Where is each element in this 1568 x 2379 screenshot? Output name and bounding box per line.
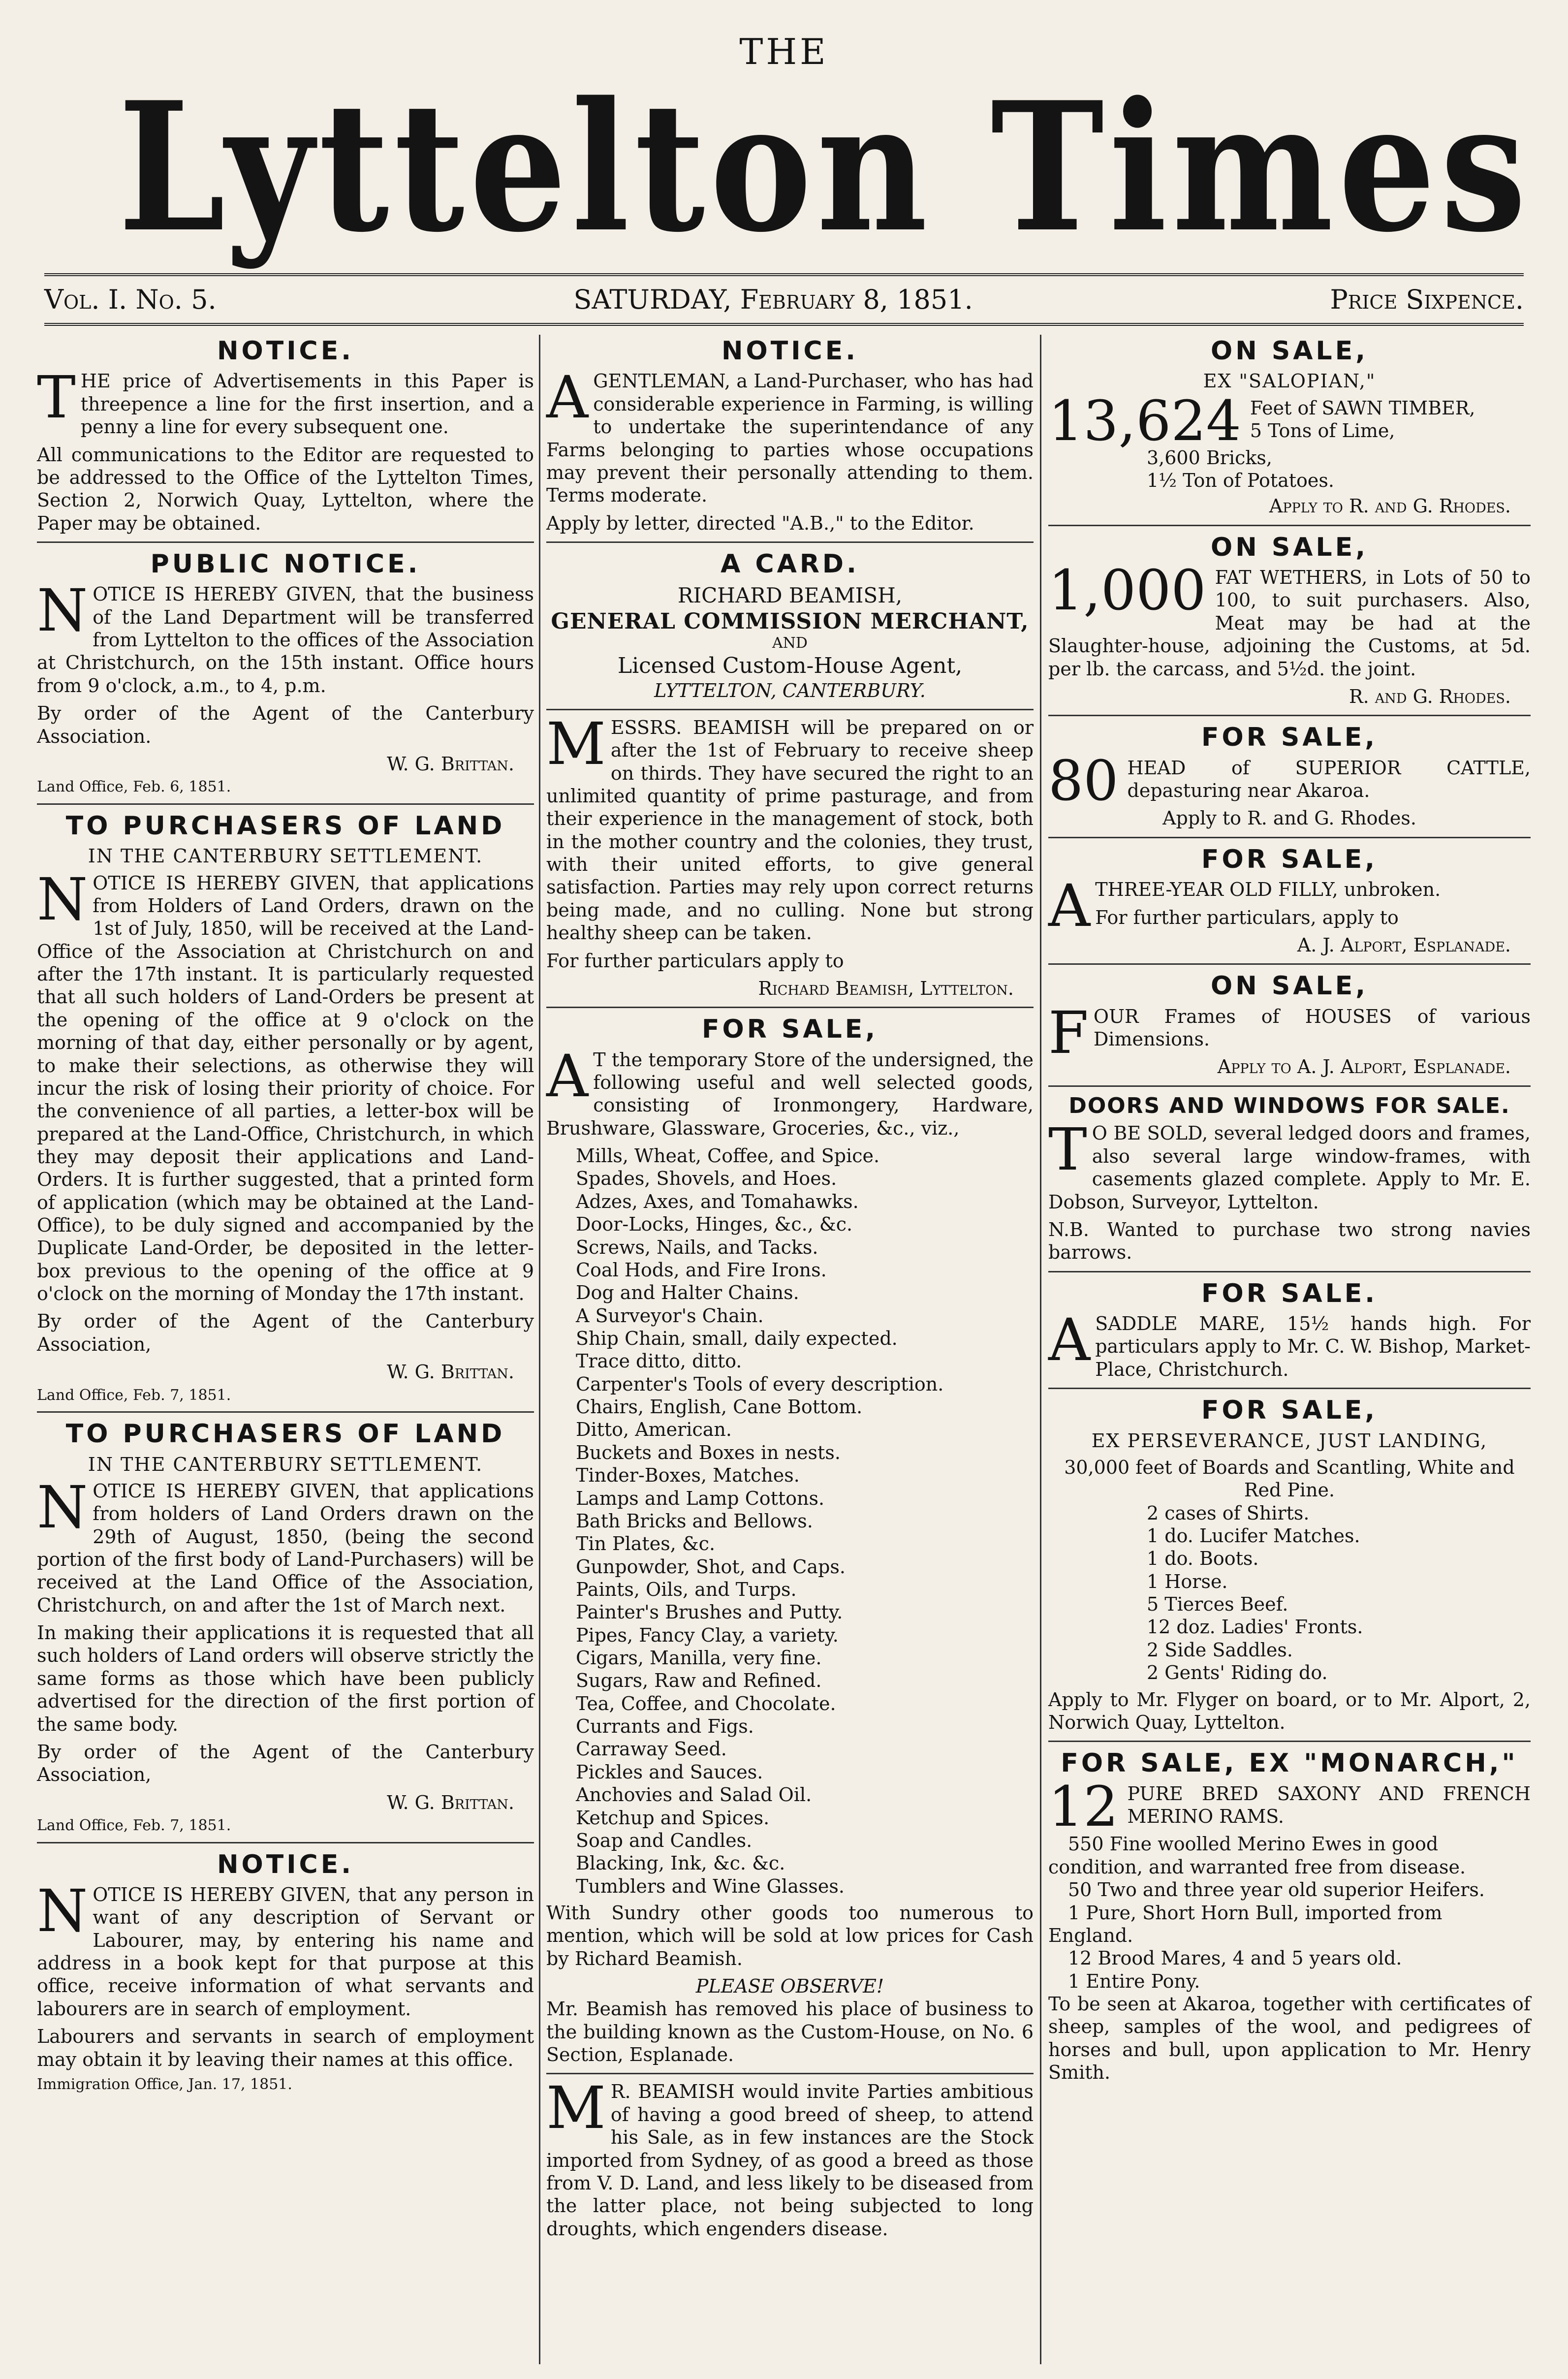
signature: W. G. Brittan. bbox=[387, 753, 514, 775]
list-item: Coal Hods, and Fire Irons. bbox=[576, 1259, 827, 1281]
divider bbox=[37, 1842, 534, 1843]
wethers-text: FAT WETHERS, in Lots of 50 to 100, to suit purchasers. Also, Meat may be had at the Slaughter-house, adjoining the Customs, at 5d. per lb. the carcass, and 5½d. the joint. bbox=[1048, 567, 1531, 680]
goods-list bbox=[546, 1144, 1034, 1898]
monarch-heading: FOR SALE, EX "MONARCH," bbox=[1061, 1748, 1518, 1778]
list-item: Soap and Candles. bbox=[576, 1829, 753, 1851]
doors-text: TO BE SOLD, several ledged doors and frames, also several large window-frames, with casements glazed complete. Apply to Mr. E. Dobson, Surveyor, Lyttelton. bbox=[1048, 1115, 1531, 1213]
divider bbox=[1048, 525, 1531, 526]
bricks-line: 3,600 Bricks, bbox=[1147, 446, 1272, 469]
wethers-quantity: 1,000 bbox=[1048, 559, 1206, 623]
boards-line: 30,000 feet of Boards and Scantling, White and Red Pine. bbox=[1064, 1456, 1515, 1501]
column-rule bbox=[1040, 335, 1041, 2364]
list-item: Door-Locks, Hinges, &c., &c. bbox=[576, 1213, 853, 1236]
akaroa-text: To be seen at Akaroa, together with certificates of sheep, samples of the wool, and pedigrees of horses and bull, upon application to Mr. Henry Smith. bbox=[1048, 1993, 1531, 2084]
list-item: Mills, Wheat, Coffee, and Spice. bbox=[576, 1145, 880, 1167]
signature: A. J. Alport, Esplanade. bbox=[1297, 934, 1511, 956]
signature: W. G. Brittan. bbox=[387, 1361, 514, 1383]
price: Price Sixpence. bbox=[1330, 284, 1524, 315]
card-place: LYTTELTON, CANTERBURY. bbox=[654, 679, 926, 701]
list-item: Tumblers and Wine Glasses. bbox=[576, 1875, 845, 1897]
gentleman-text: AGENTLEMAN, a Land-Purchaser, who has had considerable experience in Farming, is willing to undertake the superintendance of any Farms belonging to parties whose occupations may prevent their personally attending to them. Terms moderate. bbox=[546, 363, 1034, 507]
for-sale-heading: FOR SALE, bbox=[702, 1015, 878, 1045]
list-item: Chairs, English, Cane Bottom. bbox=[576, 1396, 863, 1418]
list-item: 1 Entire Pony. bbox=[1068, 1970, 1200, 1992]
perseverance-subheading: EX PERSEVERANCE, JUST LANDING, bbox=[1091, 1429, 1488, 1452]
on-sale-heading: ON SALE, bbox=[1211, 336, 1368, 366]
list-item: Screws, Nails, and Tacks. bbox=[576, 1236, 818, 1258]
divider bbox=[546, 709, 1034, 710]
column-1 bbox=[37, 335, 534, 2374]
apply-line: Apply to R. and G. Rhodes. bbox=[1162, 807, 1416, 829]
notice-heading: NOTICE. bbox=[721, 336, 858, 366]
list-item: 2 Side Saddles. bbox=[1147, 1639, 1293, 1661]
card-and: AND bbox=[772, 634, 808, 652]
public-notice-order: By order of the Agent of the Canterbury Association. bbox=[37, 702, 534, 747]
signature: W. G. Brittan. bbox=[387, 1791, 514, 1813]
list-item: 1 do. Boots. bbox=[1147, 1548, 1259, 1570]
stock-list bbox=[1048, 1833, 1531, 1993]
list-item: Adzes, Axes, and Tomahawks. bbox=[576, 1190, 859, 1212]
list-item: Tin Plates, &c. bbox=[576, 1533, 716, 1555]
removed-business-text: Mr. Beamish has removed his place of business to the building known as the Custom-House, on No. 6 Section, Esplanade. bbox=[546, 1998, 1034, 2066]
for-sale-heading: FOR SALE. bbox=[1201, 1278, 1378, 1308]
notice-heading: NOTICE. bbox=[217, 336, 354, 366]
sundry-goods-text: With Sundry other goods too numerous to mention, which will be sold at low prices for Cash by Richard Beamish. bbox=[546, 1902, 1034, 1969]
divider bbox=[1048, 715, 1531, 716]
notice-heading: NOTICE. bbox=[217, 1849, 354, 1879]
cargo-list bbox=[1048, 1502, 1531, 1684]
column-rule bbox=[539, 335, 540, 2364]
list-item: Tinder-Boxes, Matches. bbox=[576, 1464, 800, 1487]
for-sale-heading: FOR SALE, bbox=[1201, 1396, 1378, 1426]
purchasers-text: NOTICE IS HEREBY GIVEN, that applications from holders of Land Orders drawn on the 29th of August, 1850, (being the second portion of the first body of Land-Purchasers) will be received at the Land Office of the Association, Christchurch, on and after the 1st of March next. bbox=[37, 1473, 534, 1616]
divider bbox=[37, 541, 534, 543]
rams-quantity: 12 bbox=[1048, 1775, 1119, 1839]
notice-date: Land Office, Feb. 6, 1851. bbox=[37, 778, 231, 796]
list-item: Carraway Seed. bbox=[576, 1738, 727, 1760]
divider bbox=[1048, 963, 1531, 965]
list-item: Spades, Shovels, and Hoes. bbox=[576, 1168, 837, 1190]
filly-text: ATHREE-YEAR OLD FILLY, unbroken. bbox=[1048, 872, 1441, 940]
timber-line: Feet of SAWN TIMBER, bbox=[1250, 397, 1475, 419]
cattle-text: HEAD of SUPERIOR CATTLE, depasturing near Akaroa. bbox=[1127, 757, 1531, 802]
houses-text: FOUR Frames of HOUSES of various Dimensions. bbox=[1048, 998, 1531, 1067]
on-sale-heading: ON SALE, bbox=[1211, 532, 1368, 562]
list-item: 2 Gents' Riding do. bbox=[1147, 1662, 1328, 1684]
apply-line: Apply to R. and G. Rhodes. bbox=[1269, 495, 1511, 517]
advert-rates-text: THE price of Advertisements in this Paper is threepence a line for the first insertion, and a penny a line for every subsequent one. bbox=[37, 363, 534, 438]
list-item: Gunpowder, Shot, and Caps. bbox=[576, 1555, 846, 1578]
purchasers-text-2: In making their applications it is requested that all such holders of Land orders will observe strictly the same forms as those which have been publicly advertised for the direction of the first portion of the same body. bbox=[37, 1622, 534, 1735]
timber-quantity: 13,624 bbox=[1048, 389, 1241, 453]
signature: R. and G. Rhodes. bbox=[1348, 685, 1511, 707]
public-notice-text: NOTICE IS HEREBY GIVEN, that the business of the Land Department will be transferred from Lyttelton to the offices of the Association at Christchurch, on the 15th instant. Office hours from 9 o'clock, a.m., to 4, p.m. bbox=[37, 576, 534, 697]
salopian-subheading: EX "SALOPIAN," bbox=[1203, 370, 1376, 392]
list-item: Painter's Brushes and Putty. bbox=[576, 1601, 843, 1623]
divider bbox=[1048, 1271, 1531, 1272]
apply-line: Apply to Mr. Flyger on board, or to Mr. Alport, 2, Norwich Quay, Lyttelton. bbox=[1048, 1688, 1531, 1733]
list-item: Cigars, Manilla, very fine. bbox=[576, 1647, 822, 1669]
gentleman-apply: Apply by letter, directed "A.B.," to the Editor. bbox=[546, 512, 974, 534]
filly-apply: For further particulars, apply to bbox=[1095, 906, 1399, 928]
purchasers-heading: TO PURCHASERS OF LAND bbox=[65, 811, 505, 841]
divider bbox=[37, 803, 534, 805]
list-item: 1 do. Lucifer Matches. bbox=[1147, 1525, 1360, 1547]
list-item: Sugars, Raw and Refined. bbox=[576, 1670, 822, 1692]
cattle-quantity: 80 bbox=[1048, 749, 1119, 813]
list-item: Ketchup and Spices. bbox=[576, 1807, 770, 1829]
purchasers-subheading: IN THE CANTERBURY SETTLEMENT. bbox=[88, 1453, 483, 1475]
rams-line: PURE BRED SAXONY AND FRENCH MERINO RAMS. bbox=[1127, 1782, 1531, 1828]
list-item: Buckets and Boxes in nests. bbox=[576, 1441, 841, 1463]
list-item: 5 Tierces Beef. bbox=[1147, 1593, 1288, 1616]
list-item: Paints, Oils, and Turps. bbox=[576, 1578, 797, 1600]
list-item: 12 doz. Ladies' Fronts. bbox=[1147, 1616, 1363, 1638]
list-item: A Surveyor's Chain. bbox=[576, 1304, 764, 1327]
for-sale-heading: FOR SALE, bbox=[1201, 844, 1378, 874]
signature: Richard Beamish, Lyttelton. bbox=[758, 977, 1014, 999]
list-item: 550 Fine woolled Merino Ewes in good condition, and warranted free from disease. bbox=[1048, 1833, 1466, 1878]
list-item: Pipes, Fancy Clay, a variety. bbox=[576, 1624, 839, 1646]
list-item: Tea, Coffee, and Chocolate. bbox=[576, 1692, 836, 1714]
purchasers-order: By order of the Agent of the Canterbury Association, bbox=[37, 1310, 534, 1355]
custom-house-agent: Licensed Custom-House Agent, bbox=[617, 653, 963, 678]
divider bbox=[37, 1411, 534, 1413]
merchant-name: RICHARD BEAMISH, bbox=[677, 583, 903, 608]
public-notice-heading: PUBLIC NOTICE. bbox=[150, 549, 421, 579]
divider bbox=[1048, 1741, 1531, 1742]
sheep-thirds-text: MESSRS. BEAMISH will be prepared on or after the 1st of February to receive sheep on thirds. They have secured the right to an unlimited quantity of prime pasturage, and from their experience in the management of stock, both in the mother country and the colonies, they trust, with their united efforts, to give general satisfaction. Parties may rely upon correct returns being made, and no culling. None but strong healthy sheep can be taken. bbox=[546, 709, 1034, 944]
divider bbox=[1048, 1388, 1531, 1389]
notice-date: Immigration Office, Jan. 17, 1851. bbox=[37, 2075, 292, 2093]
list-item: Anchovies and Salad Oil. bbox=[576, 1784, 812, 1806]
servants-text: NOTICE IS HEREBY GIVEN, that any person in want of any description of Servant or Labourer, may, by entering his name and address in a book kept for that purpose at this office, receive information of what servants and labourers are in search of employment. bbox=[37, 1877, 534, 2020]
editor-address-text: All communications to the Editor are requested to be addressed to the Office of the Lyttelton Times, Section 2, Norwich Quay, Lyttelton, where the Paper may be obtained. bbox=[37, 444, 534, 534]
masthead-title: Lyttelton Times bbox=[118, 63, 1532, 271]
notice-date: Land Office, Feb. 7, 1851. bbox=[37, 1386, 231, 1404]
please-observe: PLEASE OBSERVE! bbox=[695, 1975, 884, 1998]
column-2 bbox=[546, 335, 1034, 2374]
divider bbox=[546, 2073, 1034, 2074]
purchasers-subheading: IN THE CANTERBURY SETTLEMENT. bbox=[88, 845, 483, 867]
divider bbox=[1048, 837, 1531, 838]
masthead bbox=[10, 0, 1558, 271]
list-item: Dog and Halter Chains. bbox=[576, 1282, 799, 1304]
list-item: Ditto, American. bbox=[576, 1419, 732, 1441]
list-item: 1 Pure, Short Horn Bull, imported from England. bbox=[1048, 1902, 1443, 1946]
list-item: 12 Brood Mares, 4 and 5 years old. bbox=[1068, 1947, 1402, 1969]
for-sale-heading: FOR SALE, bbox=[1201, 723, 1378, 753]
list-item: 50 Two and three year old superior Heifers. bbox=[1068, 1879, 1485, 1901]
list-item: Lamps and Lamp Cottons. bbox=[576, 1487, 825, 1509]
doors-windows-heading: DOORS AND WINDOWS FOR SALE. bbox=[1068, 1093, 1510, 1118]
divider bbox=[546, 541, 1034, 543]
card-heading: A CARD. bbox=[721, 549, 859, 579]
barrows-text: N.B. Wanted to purchase two strong navies barrows. bbox=[1048, 1218, 1531, 1264]
list-item: Carpenter's Tools of every description. bbox=[576, 1373, 944, 1395]
column-3 bbox=[1048, 335, 1531, 2374]
lime-line: 5 Tons of Lime, bbox=[1250, 420, 1395, 442]
sheep-apply: For further particulars apply to bbox=[546, 950, 844, 972]
dateline bbox=[44, 273, 1524, 326]
divider bbox=[1048, 1085, 1531, 1087]
list-item: 1 Horse. bbox=[1147, 1570, 1228, 1592]
list-item: Ship Chain, small, daily expected. bbox=[576, 1327, 898, 1349]
issue-date: SATURDAY, February 8, 1851. bbox=[573, 284, 973, 315]
merchant-title: GENERAL COMMISSION MERCHANT, bbox=[551, 608, 1029, 634]
labourers-text: Labourers and servants in search of employment may obtain it by leaving their names at this office. bbox=[37, 2026, 534, 2070]
on-sale-heading: ON SALE, bbox=[1211, 971, 1368, 1001]
purchasers-order: By order of the Agent of the Canterbury Association, bbox=[37, 1741, 534, 1786]
list-item: Pickles and Sauces. bbox=[576, 1761, 763, 1783]
purchasers-text: NOTICE IS HEREBY GIVEN, that applications from Holders of Land Orders, drawn on the 1st of July, 1850, will be received at the Land-Office of the Association at Christchurch on and after the 17th instant. It is particularly requested that all such holders of Land-Orders be present at the opening of the office at 9 o'clock on the morning of that day, either personally or by agent, to make their selections, as otherwise they will incur the risk of losing their priority of choice. For the convenience of all parties, a letter-box will be prepared at the Land-Office, Christchurch, in which they may deposit their applications and Land-Orders. It is further suggested, that a printed form of application (which may be obtained at the Land-Office), to be duly signed and accompanied by the Duplicate Land-Order, be deposited in the letter-box previous to the opening of the office at 9 o'clock on the morning of Monday the 17th instant. bbox=[37, 865, 534, 1305]
potatoes-line: 1½ Ton of Potatoes. bbox=[1147, 469, 1334, 491]
store-goods-text: AT the temporary Store of the undersigned, the following useful and well selected goods, consisting of Ironmongery, Hardware, Brushware, Glassware, Groceries, &c., viz., bbox=[546, 1042, 1034, 1139]
list-item: Trace ditto, ditto. bbox=[576, 1350, 742, 1372]
purchasers-heading: TO PURCHASERS OF LAND bbox=[65, 1419, 505, 1449]
sheep-breed-text: MR. BEAMISH would invite Parties ambitious of having a good breed of sheep, to attend his Sale, as in few instances are the Stock imported from Sydney, of as good a breed as those from V. D. Land, and less likely to be diseased from the latter place, not being subjected to long droughts, which engenders disease. bbox=[546, 2074, 1034, 2240]
volume-number: Vol. I. No. 5. bbox=[44, 284, 217, 315]
masthead-the: THE bbox=[739, 31, 829, 72]
notice-date: Land Office, Feb. 7, 1851. bbox=[37, 1816, 231, 1834]
apply-line: Apply to A. J. Alport, Esplanade. bbox=[1217, 1056, 1511, 1078]
list-item: Bath Bricks and Bellows. bbox=[576, 1510, 813, 1532]
mare-text: ASADDLE MARE, 15½ hands high. For particulars apply to Mr. C. W. Bishop, Market-Place, Christchurch. bbox=[1048, 1306, 1531, 1380]
list-item: Currants and Figs. bbox=[576, 1715, 754, 1738]
list-item: 2 cases of Shirts. bbox=[1147, 1502, 1310, 1524]
list-item: Blacking, Ink, &c. &c. bbox=[576, 1852, 785, 1874]
divider bbox=[546, 1007, 1034, 1008]
